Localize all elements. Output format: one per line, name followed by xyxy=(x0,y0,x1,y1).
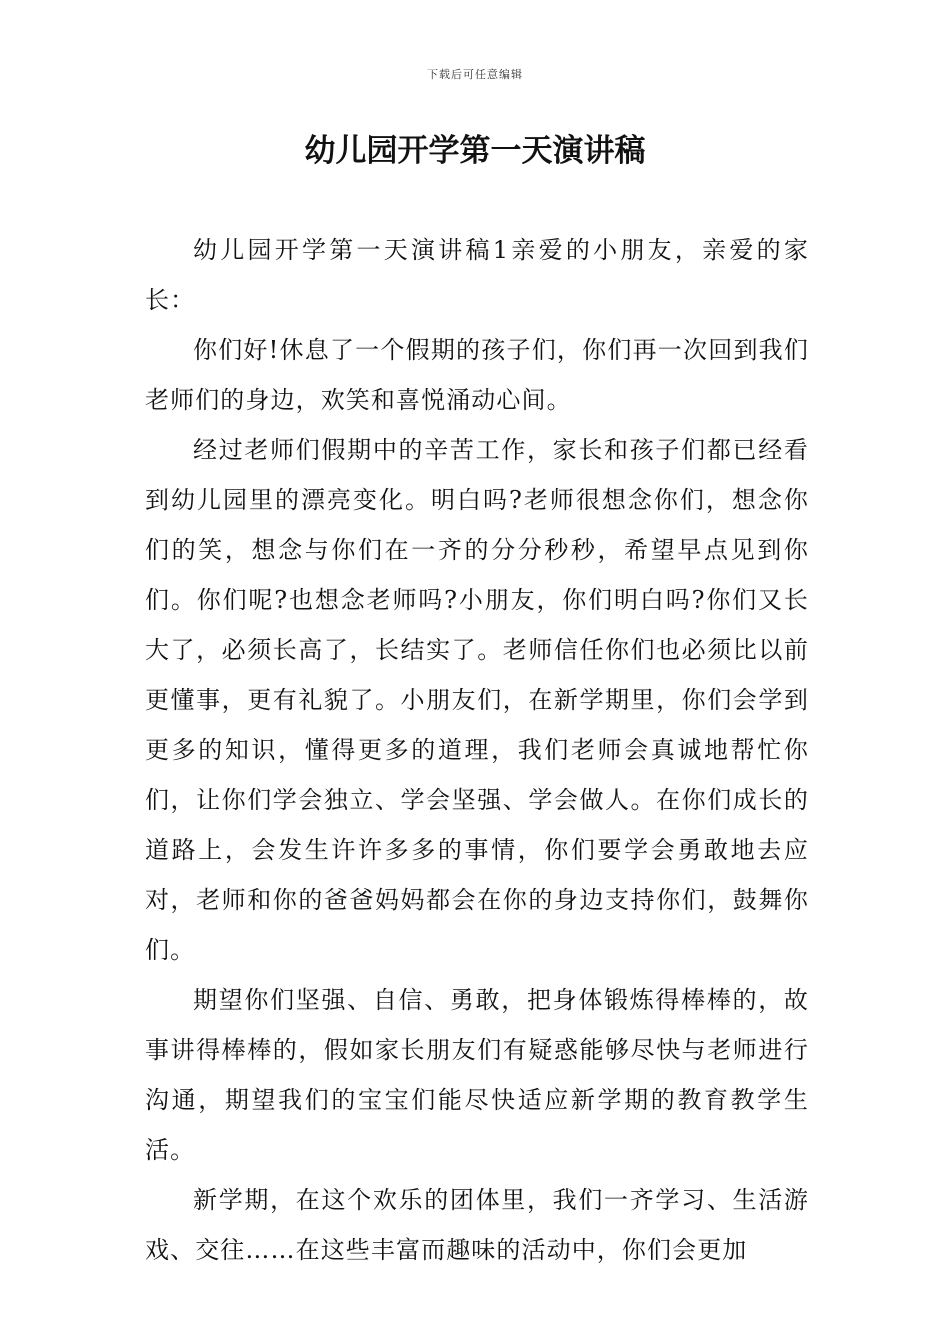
document-title: 幼儿园开学第一天演讲稿 xyxy=(304,133,646,169)
paragraph-hope: 期望你们坚强、自信、勇敢，把身体锻炼得棒棒的，故事讲得棒棒的，假如家长朋友们有疑惑能够尽快与老师进行沟通，期望我们的宝宝们能尽快适应新学期的教育教学生活。 xyxy=(145,986,809,1164)
document-body xyxy=(145,225,809,1275)
paragraph-main: 经过老师们假期中的辛苦工作，家长和孩子们都已经看到幼儿园里的漂亮变化。明白吗?老师很想念你们，想念你们的笑，想念与你们在一齐的分分秒秒，希望早点见到你们。你们呢?也想念老师吗?小朋友，你们明白吗?你们又长大了，必须长高了，长结实了。老师信任你们也必须比以前更懂事，更有礼貌了。小朋友们，在新学期里，你们会学到更多的知识，懂得更多的道理，我们老师会真诚地帮忙你们，让你们学会独立、学会坚强、学会做人。在你们成长的道路上，会发生许许多多的事情，你们要学会勇敢地去应对，老师和你的爸爸妈妈都会在你的身边支持你们，鼓舞你们。 xyxy=(145,436,809,964)
paragraph-welcome: 你们好!休息了一个假期的孩子们，你们再一次回到我们老师们的身边，欢笑和喜悦涌动心间。 xyxy=(145,336,809,414)
header-note: 下载后可任意编辑 xyxy=(427,68,523,81)
paragraph-greeting: 幼儿园开学第一天演讲稿1亲爱的小朋友，亲爱的家长： xyxy=(145,236,809,314)
paragraph-new-term: 新学期，在这个欢乐的团体里，我们一齐学习、生活游戏、交往……在这些丰富而趣味的活动中，你们会更加 xyxy=(145,1186,809,1264)
